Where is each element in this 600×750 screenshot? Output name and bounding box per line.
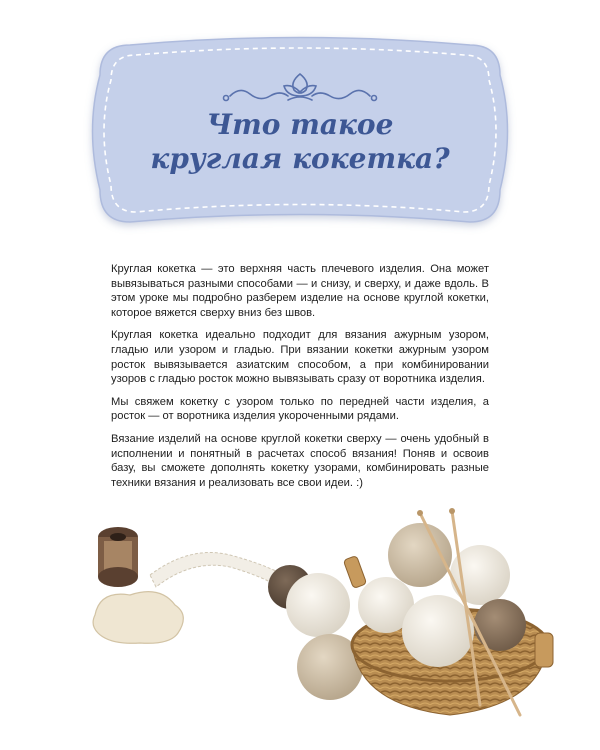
thread-spool — [98, 527, 138, 587]
paragraph: Круглая кокетка идеально подходит для вязания ажурным узором, гладью или узором и гладью. При вязании кокетки ажурным узором росток вывязывается азиатским способом, а при комбинировании узоров с гладью росток можно вывязывать сразу от воротника изделия. — [111, 329, 489, 386]
knitting-illustration — [0, 505, 600, 750]
yarn-ball — [474, 599, 526, 651]
title-line-2: круглая кокетка? — [150, 142, 450, 175]
yarn-ball — [286, 573, 350, 637]
paragraph: Круглая кокетка — это верхняя часть плечевого изделия. Она может вывязываться разными способами — и снизу, и сверху, и даже вдоль. В этом уроке мы подробно разберем изделие на основе круглой кокетки, которое вяжется сверху вниз без швов. — [111, 263, 489, 319]
yarn-ball — [402, 595, 474, 667]
title-line-1: Что такое — [206, 108, 394, 141]
paragraph: Мы свяжем кокетку с узором только по передней части изделия, а росток — от воротника изделия укороченными рядами. — [111, 395, 489, 423]
paragraph: Вязание изделий на основе круглой кокетки сверху — очень удобный в исполнении и понятный в расчетах способ вязания! Поняв и освоив базу, вы сможете дополнять кокетку узорами, комбинировать разные техники вязания и реализовать все свои идеи. :) — [111, 432, 489, 489]
lace-ribbon — [150, 553, 280, 588]
lace-bundle — [93, 592, 183, 644]
article-body — [111, 262, 489, 498]
page-title — [100, 108, 500, 176]
